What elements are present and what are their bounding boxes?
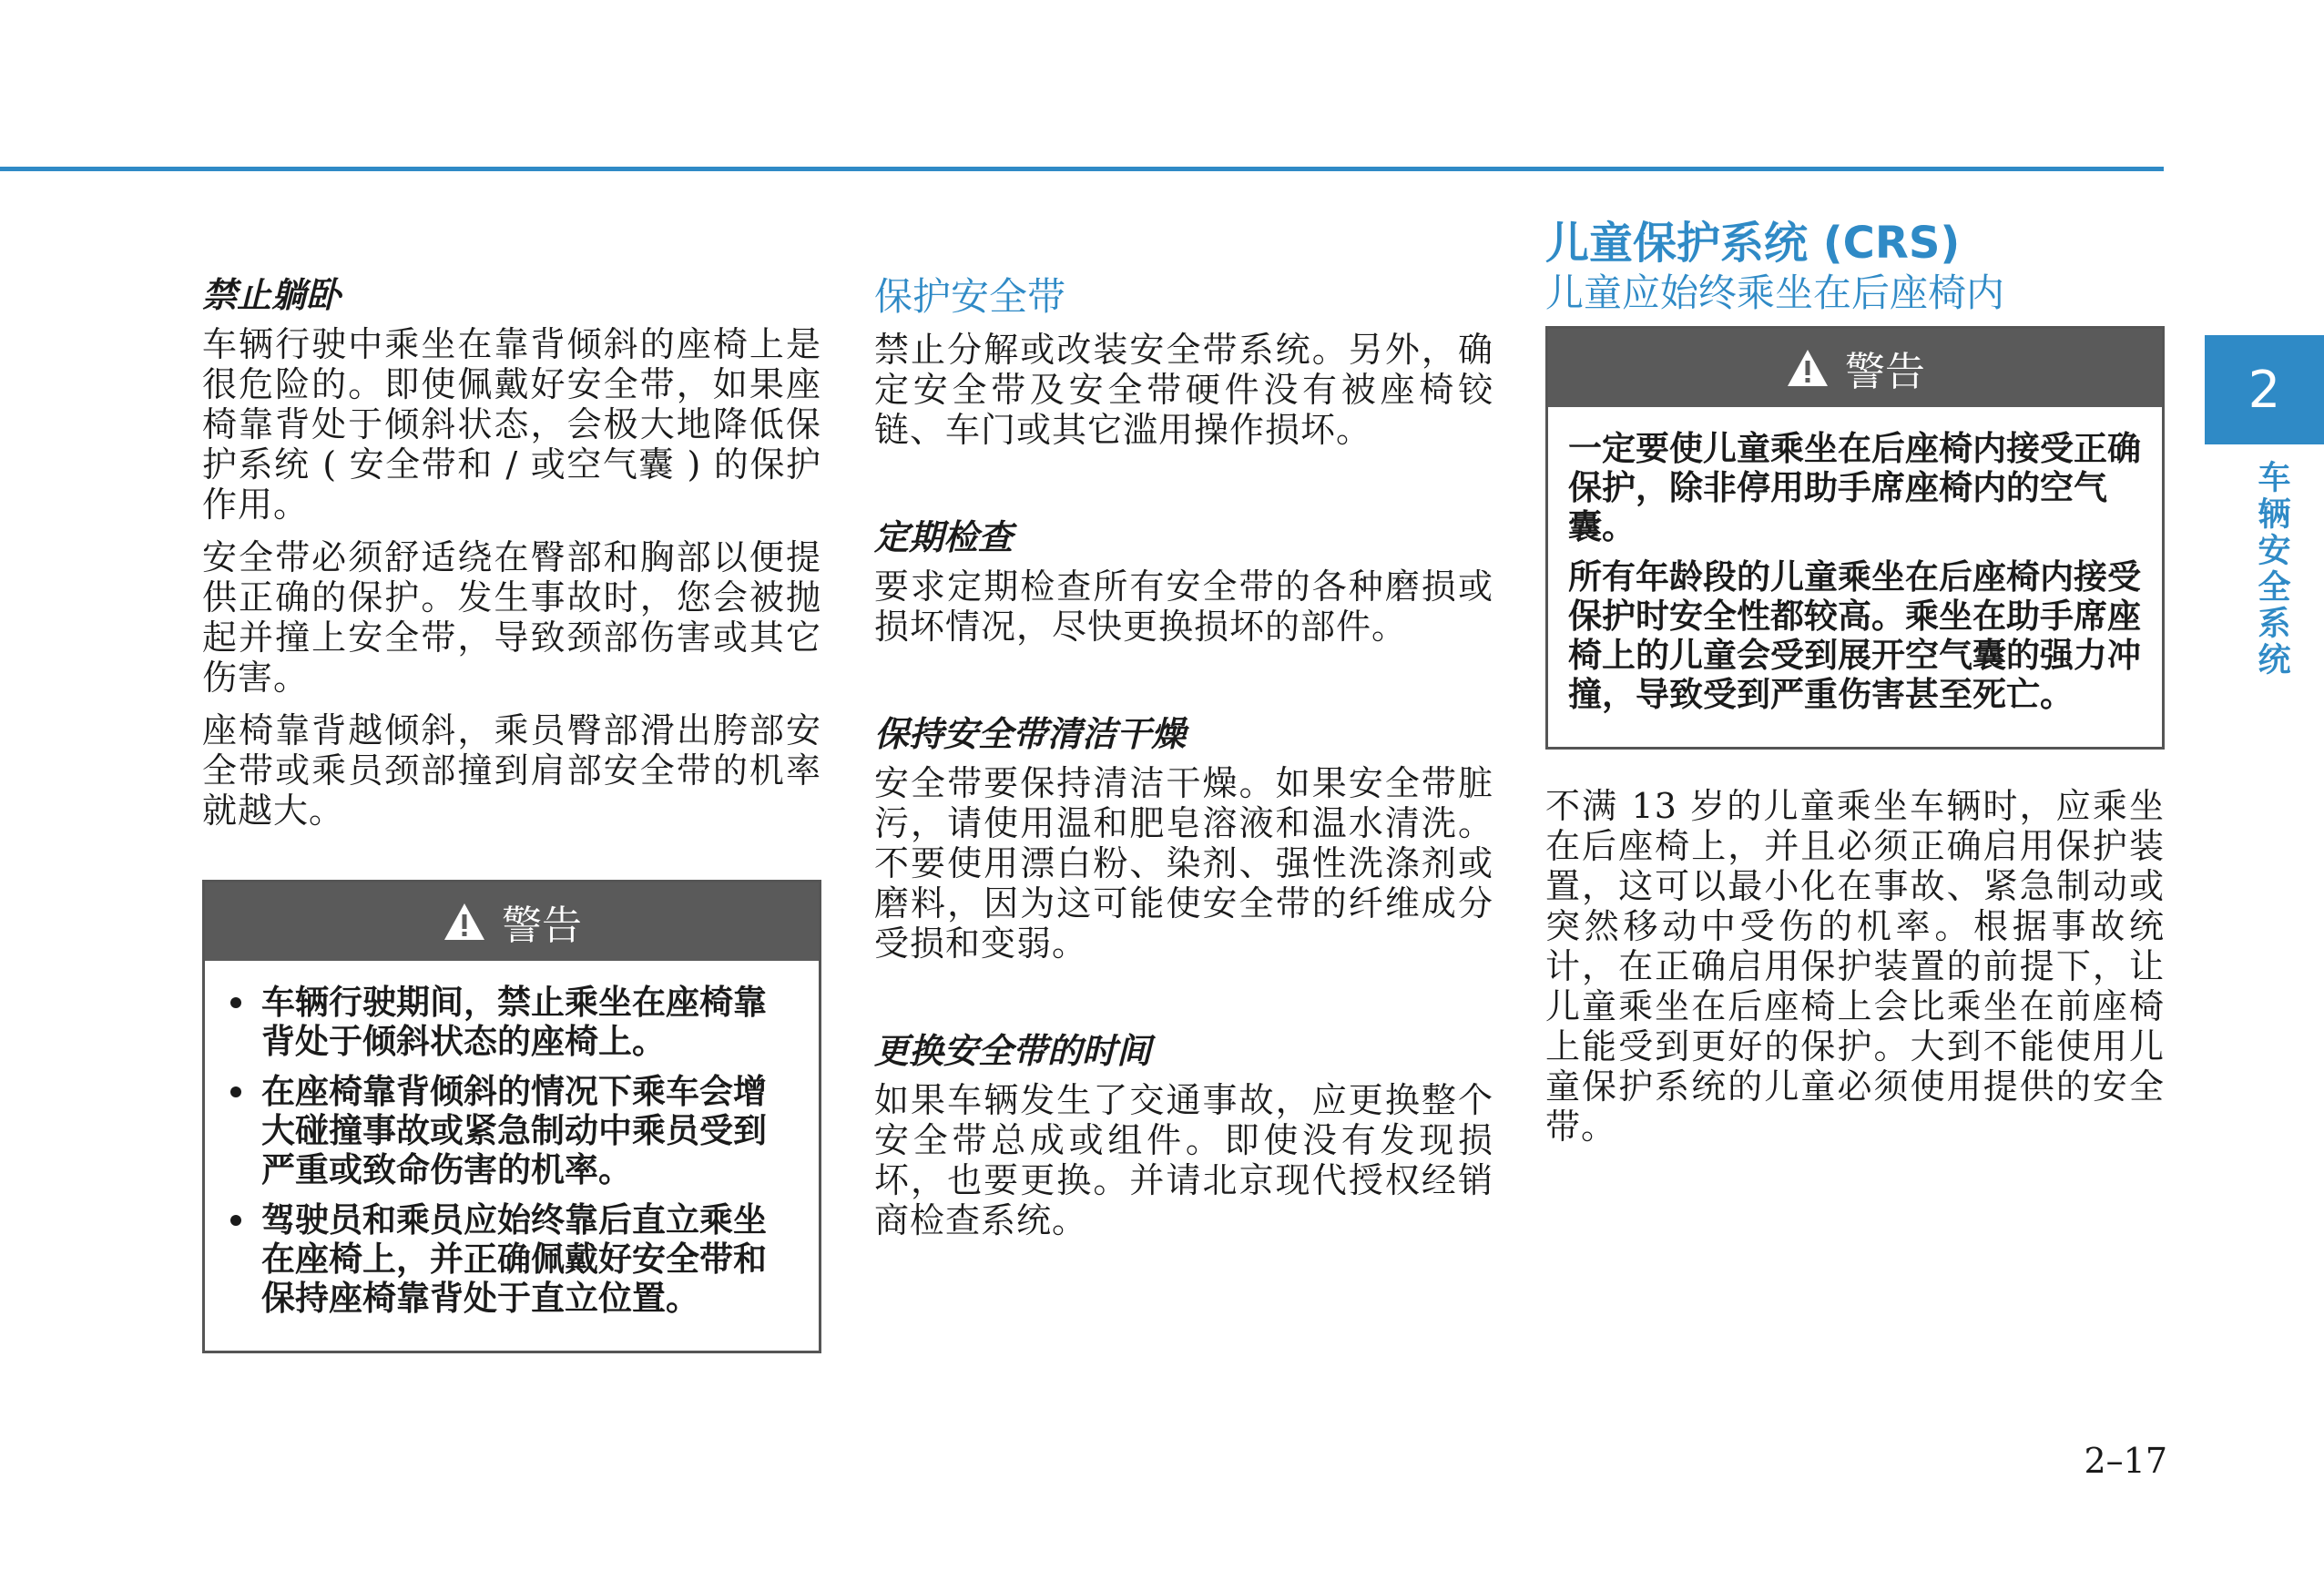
warning-item: 驾驶员和乘员应始终靠后直立乘坐在座椅上，并正确佩戴好安全带和保持座椅靠背处于直立位置。	[225, 1200, 799, 1318]
heading-keep-clean: 保持安全带清洁干燥	[874, 714, 1187, 754]
paragraph: 不满 13 岁的儿童乘坐车辆时，应乘坐在后座椅上，并且必须正确启用保护装置，这可以最小化在事故、紧急制动或突然移动中受伤的机率。根据事故统计，在正确启用保护装置的前提下，让儿童乘坐在后座椅上会比乘坐在前座椅上能受到更好的保护。大到不能使用儿童保护系统的儿童必须使用提供的安全带。	[1545, 786, 2165, 1147]
warning-item: 车辆行驶期间，禁止乘坐在座椅靠背处于倾斜状态的座椅上。	[225, 983, 799, 1061]
column-1	[202, 273, 821, 1353]
paragraph: 安全带必须舒适绕在臀部和胸部以便提供正确的保护。发生事故时，您会被抛起并撞上安全带，导致颈部伤害或其它伤害。	[202, 537, 821, 698]
column-3	[1545, 217, 2165, 1159]
warning-paragraph: 所有年龄段的儿童乘坐在后座椅内接受保护时安全性都较高。乘坐在助手席座椅上的儿童会受到展开空气囊的强力冲撞，导致受到严重伤害甚至死亡。	[1568, 557, 2141, 714]
header-rule	[0, 167, 2164, 171]
chapter-title-vertical: 车辆安全系统	[2253, 460, 2290, 678]
paragraph: 车辆行驶中乘坐在靠背倾斜的座椅上是很危险的。即使佩戴好安全带，如果座椅靠背处于倾斜状态，会极大地降低保护系统 ( 安全带和 / 或空气囊 ) 的保护作用。	[202, 324, 821, 525]
warning-body	[205, 961, 819, 1351]
warning-header	[1548, 329, 2162, 407]
warning-item: 在座椅靠背倾斜的情况下乘车会增大碰撞事故或紧急制动中乘员受到严重或致命伤害的机率。	[225, 1072, 799, 1189]
paragraph: 禁止分解或改装安全带系统。另外，确定安全带及安全带硬件没有被座椅铰链、车门或其它滥用操作损坏。	[874, 330, 1493, 450]
warning-header	[205, 882, 819, 961]
section-title: 儿童保护系统 (CRS)	[1545, 218, 1961, 269]
warning-paragraph: 一定要使儿童乘坐在后座椅内接受正确保护，除非停用助手席座椅内的空气囊。	[1568, 429, 2141, 546]
paragraph: 如果车辆发生了交通事故，应更换整个安全带总成或组件。即使没有发现损坏，也要更换。并请北京现代授权经销商检查系统。	[874, 1080, 1493, 1240]
section-subtitle: 儿童应始终乘坐在后座椅内	[1545, 270, 2005, 315]
paragraph: 安全带要保持清洁干燥。如果安全带脏污，请使用温和肥皂溶液和温水清洗。不要使用漂白粉、染剂、强性洗涤剂或磨料，因为这可能使安全带的纤维成分受损和变弱。	[874, 763, 1493, 964]
heading-periodic-inspection: 定期检查	[874, 517, 1014, 557]
warning-body	[1548, 407, 2162, 747]
heading-replacement: 更换安全带的时间	[874, 1031, 1152, 1071]
warning-label: 警告	[1845, 349, 1925, 395]
warning-list	[225, 983, 799, 1318]
warning-triangle-icon	[442, 901, 487, 943]
paragraph: 座椅靠背越倾斜，乘员臀部滑出胯部安全带或乘员颈部撞到肩部安全带的机率就越大。	[202, 710, 821, 831]
warning-box	[202, 880, 821, 1353]
paragraph: 要求定期检查所有安全带的各种磨损或损坏情况，尽快更换损坏的部件。	[874, 566, 1493, 647]
chapter-number-tab: 2	[2205, 335, 2324, 444]
column-2	[874, 273, 1493, 1253]
warning-box	[1545, 326, 2165, 750]
page-number: 2–17	[2084, 1441, 2167, 1481]
heading-no-reclining: 禁止躺卧	[202, 275, 341, 315]
warning-triangle-icon	[1785, 347, 1830, 389]
heading-protect-seatbelt: 保护安全带	[874, 274, 1066, 319]
warning-label: 警告	[502, 903, 582, 949]
